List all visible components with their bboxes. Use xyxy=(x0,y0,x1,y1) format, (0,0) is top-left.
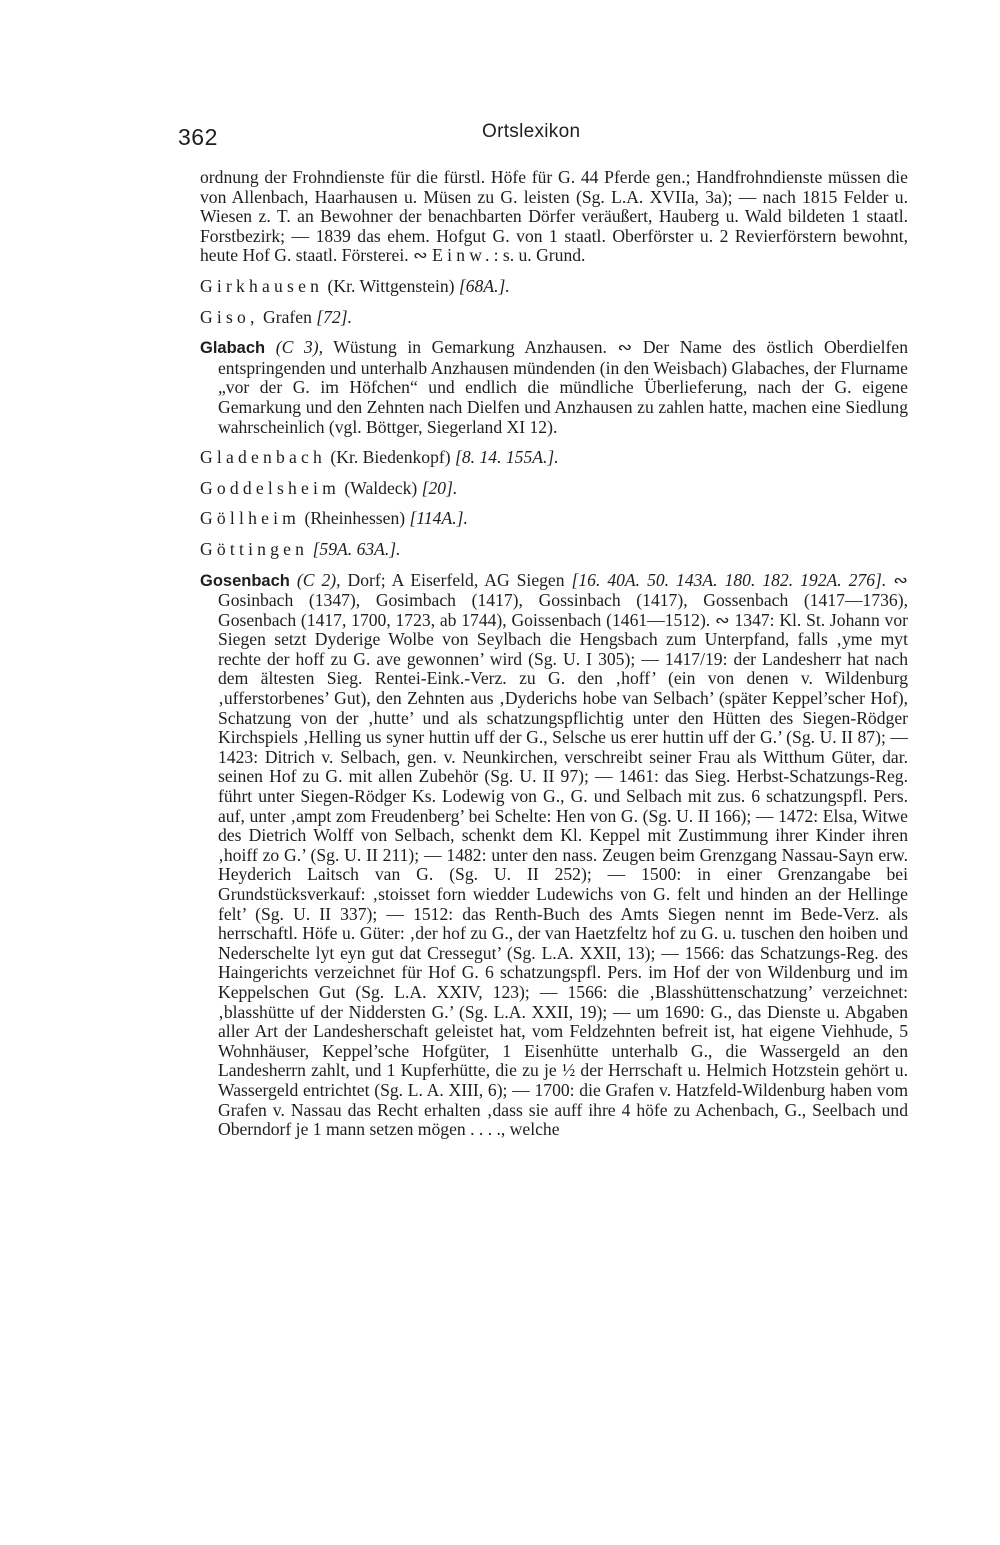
entry-goddelsheim xyxy=(200,479,908,499)
entry-text: Grafen xyxy=(258,306,317,327)
entry-glabach xyxy=(200,338,908,437)
entry-reference: (C 2), xyxy=(296,569,341,590)
entry-head: Göllheim xyxy=(200,508,301,529)
continued-entry-text: ordnung der Frohndienste für die fürstl. Höfe für G. 44 Pferde gen.; Handfrohndienste müssen die von Allenbach, Haarhausen u. Müsen zu G. leisten (Sg. L.A. XVIIa, 3a); — nach 1815 Felder u. Wiesen z. T. an Bewohner der benachbarten Dörfer veräußert, Hauberg u. Wald bildeten 1 staatl. Forstbezirk; — 1839 das ehem. Hofgut G. von 1 staatl. Oberförster u. 2 Revierförstern bewohnt, heute Hof G. staatl. Försterei. ∾ xyxy=(200,167,908,266)
entry-text: Dorf; A Eiserfeld, AG Siegen xyxy=(340,569,572,590)
entry-text: Wüstung in Gemarkung Anzhausen. ∾ Der Name des östlich Oberdielfen entspringenden und unterhalb Anzhausen mündenden (in den Weisbach) Glabaches, der Flurname „vor der G. im Höfchen“ und endlich die mündliche Überlieferung, nach der G. eigene Gemarkung und den Zehnten nach Dielfen und Anzhausen zu zahlen hatte, machen eine Siedlung wahrscheinlich (vgl. Böttger, Siegerland XI 12). xyxy=(218,337,908,437)
continued-entry xyxy=(200,168,908,266)
continued-entry-tail: : s. u. Grund. xyxy=(493,245,586,266)
running-title: Ortslexikon xyxy=(482,121,581,142)
entry-giso xyxy=(200,308,908,328)
entry-goettingen xyxy=(200,540,908,560)
page-number: 362 xyxy=(178,124,218,150)
entry-text: (Rheinhessen) xyxy=(300,508,410,529)
lexicon-text-block xyxy=(200,168,908,1140)
entry-head: Goddelsheim xyxy=(200,477,341,498)
entry-goellheim xyxy=(200,509,908,529)
entry-girkhausen xyxy=(200,277,908,297)
entry-head: Gosenbach xyxy=(200,571,290,590)
entry-reference: [20]. xyxy=(421,477,458,498)
entry-reference: [72]. xyxy=(316,306,352,327)
entry-text: (Kr. Wittgenstein) xyxy=(323,275,459,296)
entry-text: (Waldeck) xyxy=(340,477,422,498)
entry-head: Göttingen xyxy=(200,538,309,559)
entry-reference: (C 3), xyxy=(275,337,323,358)
entry-head: Girkhausen xyxy=(200,275,324,296)
entry-reference: [8. 14. 155A.]. xyxy=(455,447,559,468)
entry-head: Giso, xyxy=(200,306,259,327)
entry-reference: [68A.]. xyxy=(458,275,510,296)
entry-head: Gladenbach xyxy=(200,447,327,468)
inhabitants-label: Einw. xyxy=(432,245,494,266)
entry-head: Glabach xyxy=(200,339,266,358)
entry-gosenbach xyxy=(200,571,908,1140)
entry-reference-list: [16. 40A. 50. 143A. 180. 182. 192A. 276]. xyxy=(571,569,887,590)
entry-reference: [114A.]. xyxy=(409,508,468,529)
entry-text: (Kr. Biedenkopf) xyxy=(326,447,456,468)
entry-reference: [59A. 63A.]. xyxy=(312,538,401,559)
entry-body: ∾ Gosinbach (1347), Gosimbach (1417), Gossinbach (1417), Gossenbach (1417—1736), Gosenbach (1417, 1700, 1723, ab 1744), Goissenbach (1461—1512). ∾ 1347: Kl. St. Johann vor Siegen setzt Dyderige Wolbe von Seylbach die Hengsbach zum Unterpfand, falls ‚yme myt rechte der hoff zu G. ave gewonnen’ wird (Sg. U. I 305); — 1417/19: der Landesherr hat nach dem ältesten Sieg. Rentei-Eink.-Verz. zu G. den ‚hoff’ (ein von denen v. Wildenburg ‚ufferstorbenes’ Gut), den Zehnten aus ‚Dyderichs hobe van Selbach’ (später Keppel’scher Hof), Schatzung von der ‚hutte’ und als schatzungspflichtig unter den Hütten des Siegen-Rödger Kirchspiels ‚Helling us syner huttin uff der G., Selsche us erer huttin uff der G.’ (Sg. U. II 87); — 1423: Ditrich v. Selbach, gen. v. Neunkirchen, verschreibt seiner Frau als Witthum Güter, dar. seinen Hof zu G. mit allen Zubehör (Sg. U. II 97); — 1461: das Sieg. Herbst-Schatzungs-Reg. führt unter Siegen-Rödger Ks. Lodewig von G., G. und Selbach mit zus. 6 schatzungspfl. Pers. auf, unter ‚ampt zom Freudenberg’ bei Schelte: Hen von G. (Sg. U. II 166); — 1472: Elsa, Witwe des Dietrich Wolff von Selbach, schenkt dem Kl. Keppel mit Zustimmung ihrer Kinder ihren ‚hoiff zo G.’ (Sg. U. II 211); — 1482: unter den nass. Zeugen beim Grenzgang Nassau-Sayn erw. Heyderich Laitsch van G. (Sg. U. II 252); — 1500: in einer Grenzangabe bei Grundstücksverkauf: ‚stoisset forn wiedder Ludewichs von G. felt und hinden an der Hellinge felt’ (Sg. U. II 337); — 1512: das Renth-Buch des Amts Siegen nennt im Bede-Verz. als herrschaftl. Höfe u. Güter: ‚der hof zu G., der van Haetzfeltz hof zu G. u. tuschen den hoiben und Nederschelte lyt eyn gut dat Cressegut’ (Sg. L.A. XXII, 13); — 1566: das Schatzungs-Reg. des Haingerichts verzeichnet für Hof G. 6 schatzungspfl. Pers. im Hof der von Wildenburg und im Keppelschen Gut (Sg. L.A. XXIV, 123); — 1566: die ‚Blasshüttenschatzung’ verzeichnet: ‚blasshütte uf der Niddersten G.’ (Sg. L.A. XXII, 19); — um 1690: G., das Dienste u. Abgaben aller Art der Landesherschaft geleistet hat, vom Feldzehnten befreit ist, hat eigene Viehhude, 5 Wohnhäuser, Keppel’sche Hofgüter, 1 Eisenhütte unterhalb G., die Wassergeld an den Landesherrn zahlt, und 1 Kupferhütte, die zu je ½ der Herrschaft u. Helmich Hotzstein gehört u. Wassergeld entrichtet (Sg. L. A. XIII, 6); — 1700: die Grafen v. Hatzfeld-Wildenburg haben vom Grafen v. Nassau das Recht erhalten ‚dass sie auff ihre 4 höfe zu Achenbach, G., Seelbach und Oberndorf je 1 mann setzen mögen . . . ., welche xyxy=(218,569,909,1140)
entry-gladenbach xyxy=(200,448,908,468)
